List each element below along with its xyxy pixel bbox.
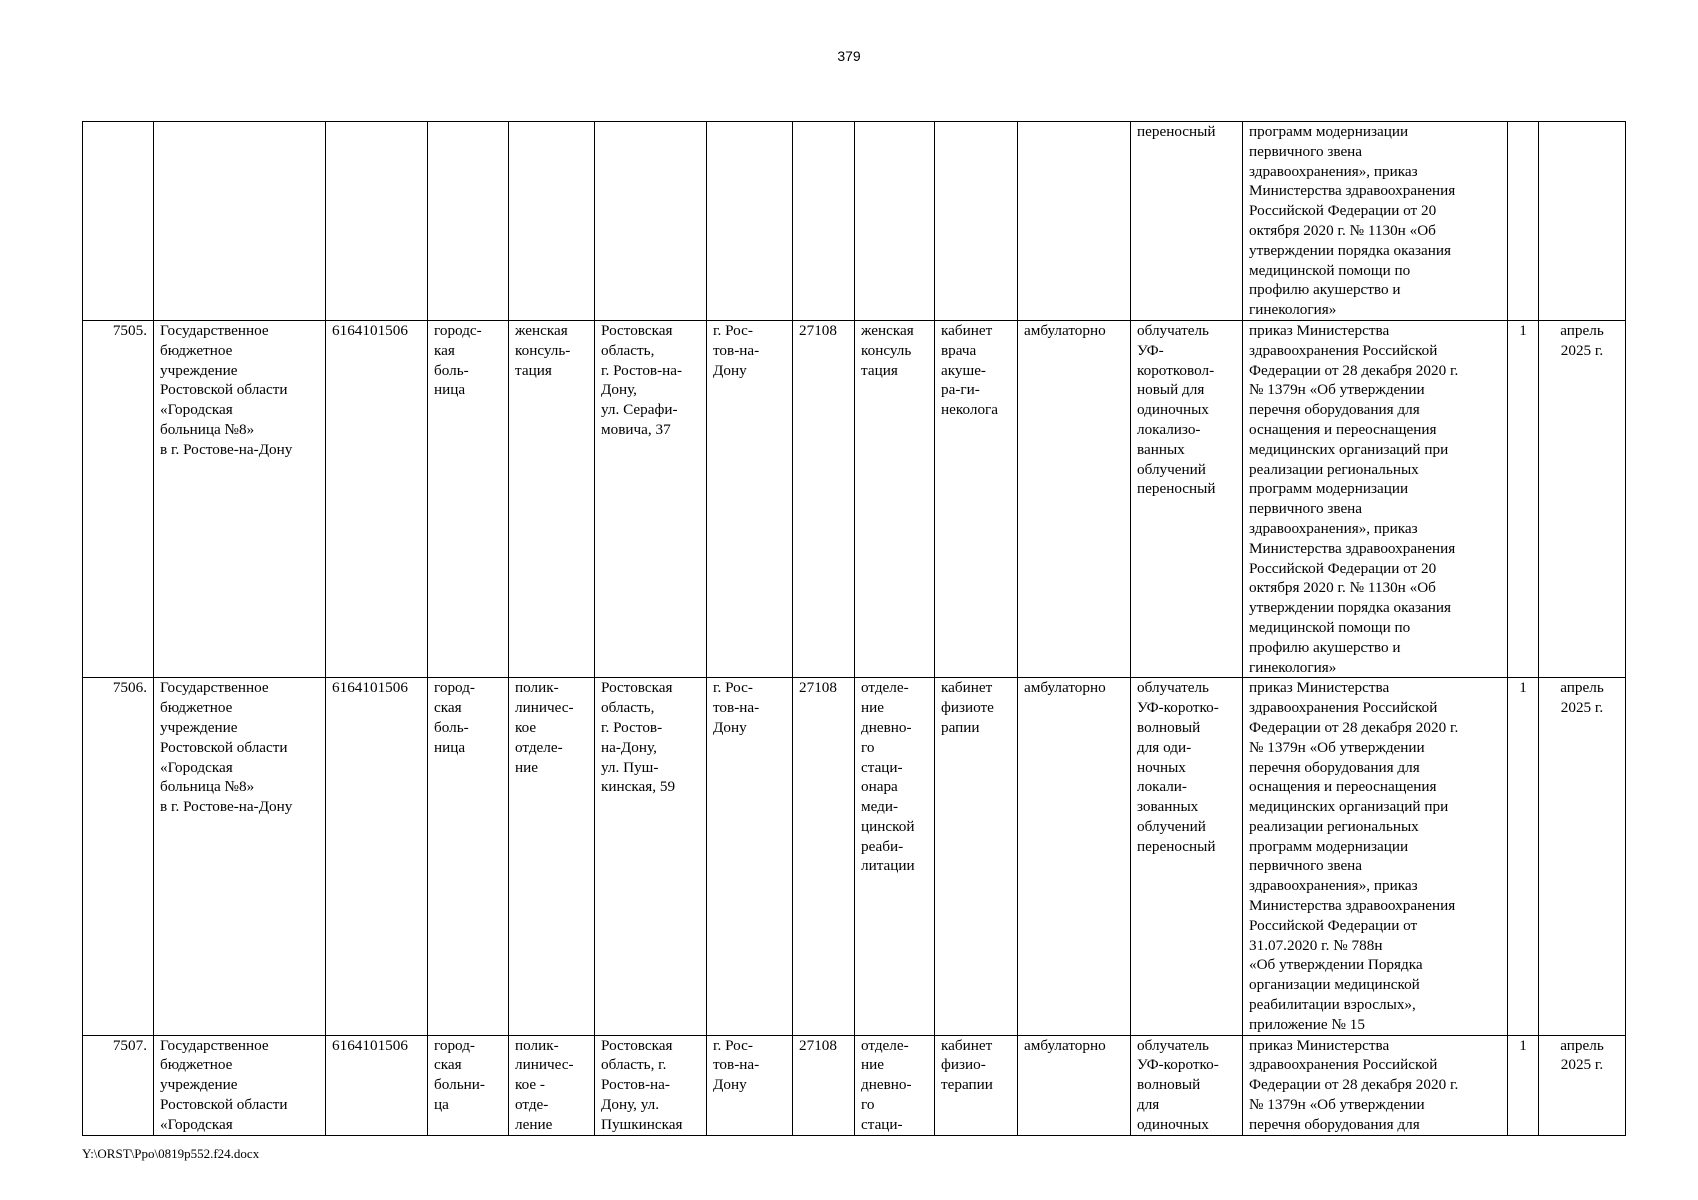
table-row (83, 1035, 1626, 1135)
inn: 6164101506 (326, 1035, 428, 1135)
delivery-date: апрель 2025 г. (1539, 1035, 1626, 1135)
city: г. Рос- тов-на- Дону (707, 320, 793, 677)
row-number: 7506. (83, 678, 154, 1035)
organization-type: город- ская боль- ница (428, 678, 509, 1035)
row-number (83, 122, 154, 321)
city: г. Рос- тов-на- Дону (707, 1035, 793, 1135)
department: отделе- ние дневно- го стаци- онара меди- цинской реаби- литации (855, 678, 935, 1035)
equipment: переносный (1131, 122, 1243, 321)
address: Ростовская область, г. Ростов-на- Дону, ул. Пушкинская (595, 1035, 707, 1135)
delivery-date: апрель 2025 г. (1539, 320, 1626, 677)
organization-type (428, 122, 509, 321)
legal-basis: приказ Министерства здравоохранения Российской Федерации от 28 декабря 2020 г. № 1379н «Об утверждении перечня оборудования для (1243, 1035, 1508, 1135)
care-mode: амбулаторно (1018, 320, 1131, 677)
inn (326, 122, 428, 321)
address: Ростовская область, г. Ростов-на- Дону, ул. Серафи- мовича, 37 (595, 320, 707, 677)
code: 27108 (793, 1035, 855, 1135)
city: г. Рос- тов-на- Дону (707, 678, 793, 1035)
legal-basis: программ модернизации первичного звена здравоохранения», приказ Министерства здравоохранения Российской Федерации от 20 октября 2020 г. № 1130н «Об утверждении порядка оказания медицинской помощи по профилю акушерство и гинекология» (1243, 122, 1508, 321)
quantity: 1 (1508, 1035, 1539, 1135)
organization-name: Государственное бюджетное учреждение Ростовской области «Городская больница №8» в г. Ростове-на-Дону (154, 678, 326, 1035)
care-mode (1018, 122, 1131, 321)
care-mode: амбулаторно (1018, 1035, 1131, 1135)
room (935, 122, 1018, 321)
equipment: облучатель УФ- коротковол- новый для одиночных локализо- ванных облучений переносный (1131, 320, 1243, 677)
room: кабинет врача акуше- ра-ги- неколога (935, 320, 1018, 677)
code (793, 122, 855, 321)
quantity (1508, 122, 1539, 321)
inn: 6164101506 (326, 678, 428, 1035)
subdivision: полик- линичес- кое отделе- ние (509, 678, 595, 1035)
code: 27108 (793, 320, 855, 677)
organization-name: Государственное бюджетное учреждение Ростовской области «Городская больница №8» в г. Ростове-на-Дону (154, 320, 326, 677)
page-number: 379 (837, 48, 861, 64)
delivery-date (1539, 122, 1626, 321)
address: Ростовская область, г. Ростов- на-Дону, ул. Пуш- кинская, 59 (595, 678, 707, 1035)
equipment: облучатель УФ-коротко- волновый для оди- ночных локали- зованных облучений переносный (1131, 678, 1243, 1035)
quantity: 1 (1508, 320, 1539, 677)
subdivision: полик- линичес- кое - отде- ление (509, 1035, 595, 1135)
department: женская консуль тация (855, 320, 935, 677)
address (595, 122, 707, 321)
row-number: 7507. (83, 1035, 154, 1135)
city (707, 122, 793, 321)
legal-basis: приказ Министерства здравоохранения Российской Федерации от 28 декабря 2020 г. № 1379н «Об утверждении перечня оборудования для оснащения и переоснащения медицинских организаций при реализации региональных программ модернизации первичного звена здравоохранения», приказ Министерства здравоохранения Российской Федерации от 20 октября 2020 г. № 1130н «Об утверждении порядка оказания медицинской помощи по профилю акушерство и гинекология» (1243, 320, 1508, 677)
room: кабинет физиоте рапии (935, 678, 1018, 1035)
organization-type: город- ская больни- ца (428, 1035, 509, 1135)
equipment-table (82, 121, 1626, 1136)
inn: 6164101506 (326, 320, 428, 677)
code: 27108 (793, 678, 855, 1035)
organization-name (154, 122, 326, 321)
organization-type: городс- кая боль- ница (428, 320, 509, 677)
subdivision: женская консуль- тация (509, 320, 595, 677)
footer-file-path: Y:\ORST\Ppo\0819p552.f24.docx (82, 1146, 260, 1161)
room: кабинет физио- терапии (935, 1035, 1018, 1135)
department: отделе- ние дневно- го стаци- (855, 1035, 935, 1135)
subdivision (509, 122, 595, 321)
table-row (83, 320, 1626, 677)
legal-basis: приказ Министерства здравоохранения Российской Федерации от 28 декабря 2020 г. № 1379н «Об утверждении перечня оборудования для оснащения и переоснащения медицинских организаций при реализации региональных программ модернизации первичного звена здравоохранения», приказ Министерства здравоохранения Российской Федерации от 31.07.2020 г. № 788н «Об утверждении Порядка организации медицинской реабилитации взрослых», приложение № 15 (1243, 678, 1508, 1035)
table-row (83, 122, 1626, 321)
care-mode: амбулаторно (1018, 678, 1131, 1035)
equipment: облучатель УФ-коротко- волновый для одиночных (1131, 1035, 1243, 1135)
department (855, 122, 935, 321)
organization-name: Государственное бюджетное учреждение Ростовской области «Городская (154, 1035, 326, 1135)
delivery-date: апрель 2025 г. (1539, 678, 1626, 1035)
quantity: 1 (1508, 678, 1539, 1035)
table-row (83, 678, 1626, 1035)
row-number: 7505. (83, 320, 154, 677)
